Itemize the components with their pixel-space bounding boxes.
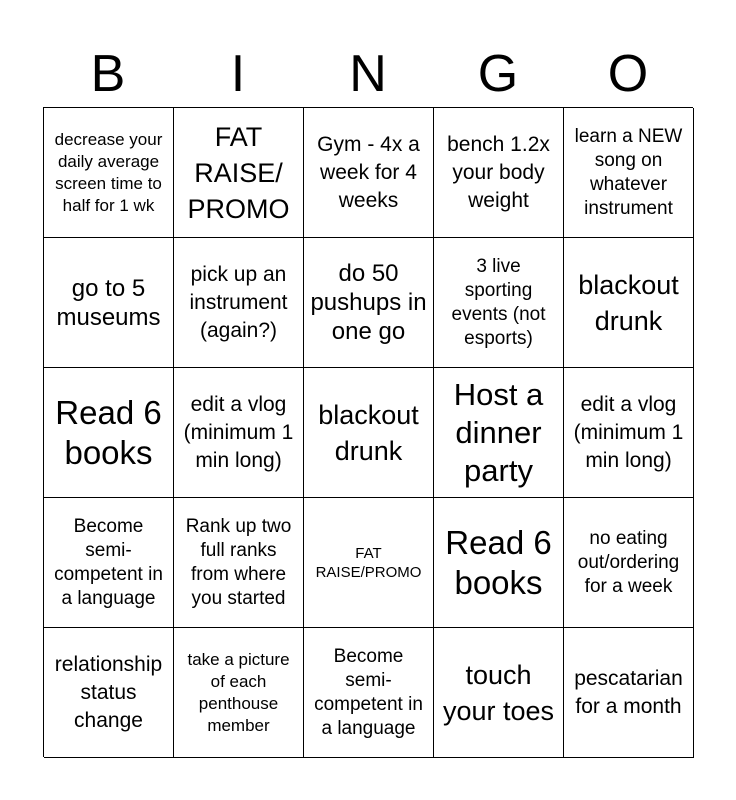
bingo-cell[interactable]: [44, 628, 174, 758]
bingo-cell[interactable]: [304, 498, 434, 628]
bingo-cell[interactable]: [434, 108, 564, 238]
cell-text: relationship status change: [54, 652, 163, 732]
header-letter-g: G: [477, 45, 519, 103]
header-letter-n: N: [349, 45, 387, 103]
cell-text: learn a NEW song on whatever instrument: [574, 125, 683, 219]
cell-text: bench 1.2x your body weight: [447, 132, 550, 212]
bingo-cell[interactable]: [564, 108, 694, 238]
bingo-cell[interactable]: [44, 368, 174, 498]
cell-text: Become semi-competent in a language: [314, 645, 423, 739]
cell-text: no eating out/ordering for a week: [577, 527, 680, 597]
bingo-cell[interactable]: [304, 238, 434, 368]
cell-text: FAT RAISE/ PROMO: [187, 121, 290, 224]
cell-text: decrease your daily average screen time to half for 1 wk: [54, 129, 163, 215]
bingo-cell[interactable]: [44, 238, 174, 368]
cell-text: blackout drunk: [318, 399, 419, 466]
bingo-cell[interactable]: [564, 238, 694, 368]
bingo-cell[interactable]: [434, 628, 564, 758]
cell-text: pescatarian for a month: [574, 666, 683, 718]
cell-text: edit a vlog (minimum 1 min long): [183, 392, 294, 472]
bingo-cell[interactable]: [304, 108, 434, 238]
bingo-cell[interactable]: [434, 368, 564, 498]
bingo-header: [43, 42, 693, 106]
cell-text: Rank up two full ranks from where you started: [185, 515, 292, 609]
cell-text: Read 6 books: [55, 393, 162, 471]
header-letter-b: B: [90, 45, 126, 103]
cell-text: blackout drunk: [578, 269, 679, 336]
bingo-cell[interactable]: [174, 628, 304, 758]
bingo-cell[interactable]: [434, 498, 564, 628]
cell-text: Gym - 4x a week for 4 weeks: [317, 132, 420, 212]
cell-text: Read 6 books: [445, 523, 552, 601]
cell-text: edit a vlog (minimum 1 min long): [573, 392, 684, 472]
cell-text: pick up an instrument (again?): [189, 262, 288, 342]
bingo-cell[interactable]: [44, 108, 174, 238]
bingo-cell[interactable]: [174, 108, 304, 238]
bingo-cell[interactable]: [174, 498, 304, 628]
cell-text: FAT RAISE/PROMO: [315, 544, 422, 581]
bingo-grid: [43, 107, 693, 757]
bingo-cell[interactable]: [564, 628, 694, 758]
bingo-cell[interactable]: [44, 498, 174, 628]
cell-text: 3 live sporting events (not esports): [451, 255, 546, 349]
bingo-cell[interactable]: [174, 238, 304, 368]
cell-text: take a picture of each penthouse member: [187, 649, 290, 735]
bingo-cell[interactable]: [304, 368, 434, 498]
cell-text: do 50 pushups in one go: [310, 260, 427, 345]
header-letter-i: I: [230, 45, 246, 103]
bingo-cell[interactable]: [564, 498, 694, 628]
bingo-cell[interactable]: [564, 368, 694, 498]
header-letter-o: O: [607, 45, 649, 103]
cell-text: go to 5 museums: [56, 274, 161, 331]
bingo-cell[interactable]: [304, 628, 434, 758]
bingo-cell[interactable]: [174, 368, 304, 498]
bingo-cell[interactable]: [434, 238, 564, 368]
cell-text: Become semi-competent in a language: [54, 515, 163, 609]
cell-text: touch your toes: [442, 659, 555, 726]
cell-text: Host a dinner party: [453, 376, 544, 488]
